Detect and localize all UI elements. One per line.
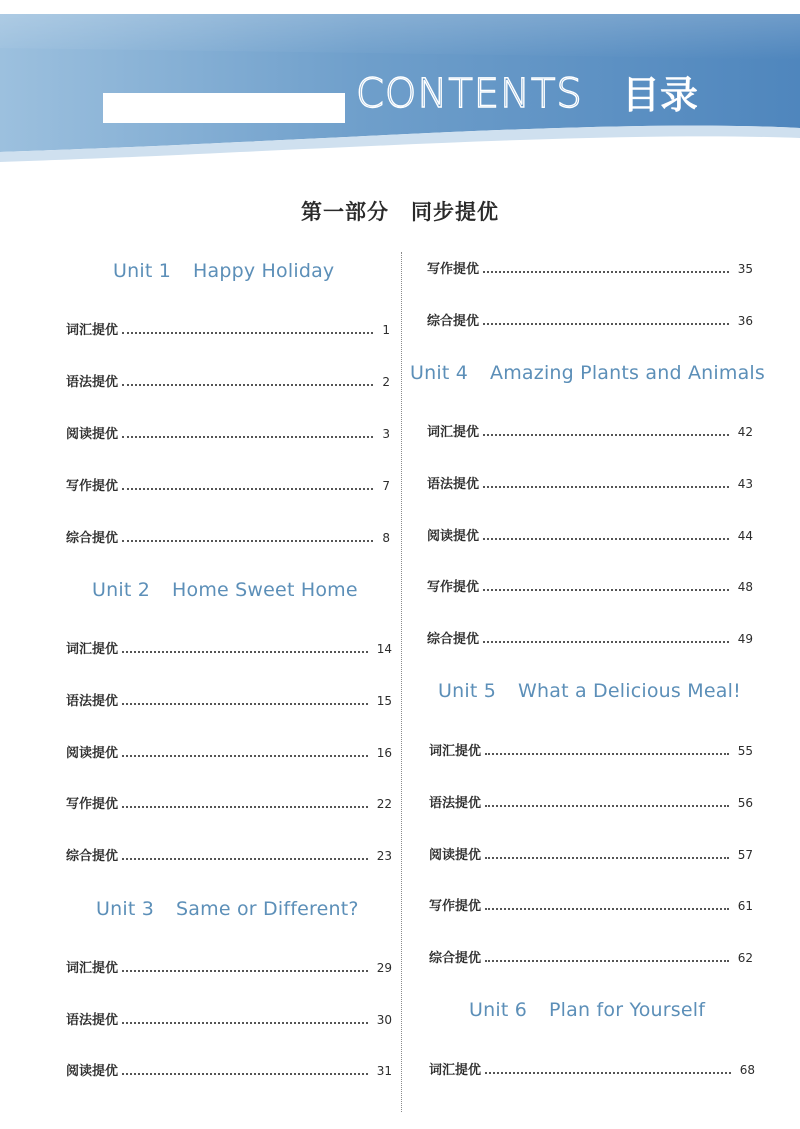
toc-entry[interactable] [429, 792, 753, 811]
toc-entry-label: 综合提优 [66, 849, 119, 864]
unit-heading[interactable] [92, 579, 358, 601]
dot-leader [483, 641, 729, 643]
unit-title: Home Sweet Home [172, 579, 358, 601]
toc-entry[interactable] [427, 258, 753, 277]
dot-leader [122, 1022, 368, 1024]
unit-heading[interactable] [469, 999, 705, 1021]
toc-entry-page: 3 [382, 427, 390, 441]
toc-entry[interactable] [66, 527, 390, 546]
unit-number: Unit 3 [96, 898, 155, 920]
title-redaction-bar [103, 93, 345, 123]
toc-entry[interactable] [66, 319, 390, 338]
toc-entry-label: 写作提优 [66, 797, 119, 812]
section-title: 第一部分 同步提优 [301, 200, 499, 224]
dot-leader [122, 1073, 368, 1075]
toc-entry-label: 词汇提优 [427, 425, 480, 440]
toc-entry-label: 阅读提优 [427, 529, 480, 544]
toc-entry-page: 42 [737, 425, 753, 439]
dot-leader [483, 486, 729, 488]
toc-entry-label: 语法提优 [427, 477, 480, 492]
contents-heading: CONTENTS [356, 71, 583, 117]
toc-entry-page: 7 [382, 479, 390, 493]
toc-entry-page: 8 [382, 531, 390, 545]
unit-title: Plan for Yourself [549, 999, 706, 1021]
toc-entry[interactable] [66, 793, 392, 812]
toc-entry-label: 语法提优 [429, 796, 482, 811]
toc-entry[interactable] [429, 1059, 755, 1078]
toc-entry-page: 49 [737, 632, 753, 646]
unit-title: Same or Different? [176, 898, 359, 920]
toc-entry-label: 写作提优 [429, 899, 482, 914]
toc-entry[interactable] [66, 423, 390, 442]
toc-entry-page: 23 [376, 849, 392, 863]
dot-leader [483, 271, 729, 273]
toc-entry-label: 阅读提优 [429, 848, 482, 863]
dot-leader [122, 540, 373, 542]
toc-entry-label: 词汇提优 [66, 961, 119, 976]
toc-entry-page: 1 [382, 323, 390, 337]
toc-entry[interactable] [427, 421, 753, 440]
toc-entry[interactable] [429, 895, 753, 914]
toc-entry[interactable] [427, 525, 753, 544]
mulu-heading: 目录 [622, 73, 699, 117]
toc-entry[interactable] [66, 638, 392, 657]
toc-entry-page: 43 [737, 477, 753, 491]
unit-title: Amazing Plants and Animals [490, 362, 766, 384]
unit-heading[interactable] [410, 362, 765, 384]
unit-number: Unit 1 [113, 260, 172, 282]
dot-leader [122, 488, 373, 490]
toc-entry-page: 48 [737, 580, 753, 594]
toc-entry[interactable] [66, 371, 390, 390]
toc-entry[interactable] [66, 957, 392, 976]
dot-leader [485, 753, 729, 755]
dot-leader [122, 651, 368, 653]
dot-leader [483, 323, 729, 325]
dot-leader [122, 436, 373, 438]
toc-entry-label: 写作提优 [427, 580, 480, 595]
toc-entry[interactable] [429, 740, 753, 759]
dot-leader [485, 805, 729, 807]
toc-entry-page: 22 [376, 797, 392, 811]
dot-leader [485, 857, 729, 859]
toc-entry-page: 14 [376, 642, 392, 656]
toc-entry-label: 阅读提优 [66, 746, 119, 761]
toc-entry-label: 词汇提优 [429, 1063, 482, 1078]
toc-entry[interactable] [66, 690, 392, 709]
dot-leader [122, 332, 373, 334]
toc-entry-label: 词汇提优 [66, 323, 119, 338]
toc-entry-label: 写作提优 [427, 262, 480, 277]
toc-entry-page: 62 [737, 951, 753, 965]
toc-entry-label: 语法提优 [66, 375, 119, 390]
dot-leader [122, 384, 373, 386]
toc-entry-page: 16 [376, 746, 392, 760]
unit-title: What a Delicious Meal! [518, 680, 741, 702]
toc-entry-label: 阅读提优 [66, 427, 119, 442]
toc-entry-label: 综合提优 [427, 314, 480, 329]
dot-leader [122, 806, 368, 808]
toc-entry-page: 2 [382, 375, 390, 389]
toc-entry-page: 35 [737, 262, 753, 276]
dot-leader [483, 434, 729, 436]
toc-entry[interactable] [66, 1009, 392, 1028]
toc-entry[interactable] [66, 742, 392, 761]
unit-heading[interactable] [96, 898, 359, 920]
toc-entry-page: 68 [739, 1063, 755, 1077]
toc-entry-page: 55 [737, 744, 753, 758]
toc-entry-page: 56 [737, 796, 753, 810]
toc-entry-page: 15 [376, 694, 392, 708]
header-banner [0, 0, 800, 200]
toc-entry-label: 语法提优 [66, 694, 119, 709]
dot-leader [122, 858, 368, 860]
toc-entry-page: 30 [376, 1013, 392, 1027]
unit-number: Unit 5 [438, 680, 497, 702]
dot-leader [122, 970, 368, 972]
toc-entry-label: 综合提优 [429, 951, 482, 966]
column-divider [401, 252, 402, 1112]
unit-number: Unit 4 [410, 362, 469, 384]
toc-entry-label: 词汇提优 [66, 642, 119, 657]
dot-leader [122, 703, 368, 705]
unit-title: Happy Holiday [193, 260, 335, 282]
dot-leader [122, 755, 368, 757]
toc-entry[interactable] [429, 844, 753, 863]
toc-entry-label: 语法提优 [66, 1013, 119, 1028]
toc-entry-label: 词汇提优 [429, 744, 482, 759]
toc-entry[interactable] [66, 475, 390, 494]
dot-leader [485, 960, 729, 962]
toc-entry-page: 57 [737, 848, 753, 862]
toc-entry-page: 61 [737, 899, 753, 913]
toc-entry-label: 综合提优 [427, 632, 480, 647]
dot-leader [485, 1072, 731, 1074]
toc-entry[interactable] [427, 473, 753, 492]
unit-heading[interactable] [113, 260, 334, 282]
unit-number: Unit 6 [469, 999, 528, 1021]
toc-entry-page: 36 [737, 314, 753, 328]
toc-entry-label: 写作提优 [66, 479, 119, 494]
toc-entry[interactable] [427, 576, 753, 595]
toc-entry[interactable] [427, 628, 753, 647]
toc-entry[interactable] [429, 947, 753, 966]
toc-entry-page: 31 [376, 1064, 392, 1078]
toc-entry-label: 综合提优 [66, 531, 119, 546]
unit-number: Unit 2 [92, 579, 151, 601]
unit-heading[interactable] [438, 680, 741, 702]
toc-entry[interactable] [66, 1060, 392, 1079]
toc-entry[interactable] [427, 310, 753, 329]
toc-entry-page: 29 [376, 961, 392, 975]
dot-leader [483, 538, 729, 540]
toc-entry[interactable] [66, 845, 392, 864]
dot-leader [483, 589, 729, 591]
toc-entry-page: 44 [737, 529, 753, 543]
dot-leader [485, 908, 729, 910]
toc-entry-label: 阅读提优 [66, 1064, 119, 1079]
